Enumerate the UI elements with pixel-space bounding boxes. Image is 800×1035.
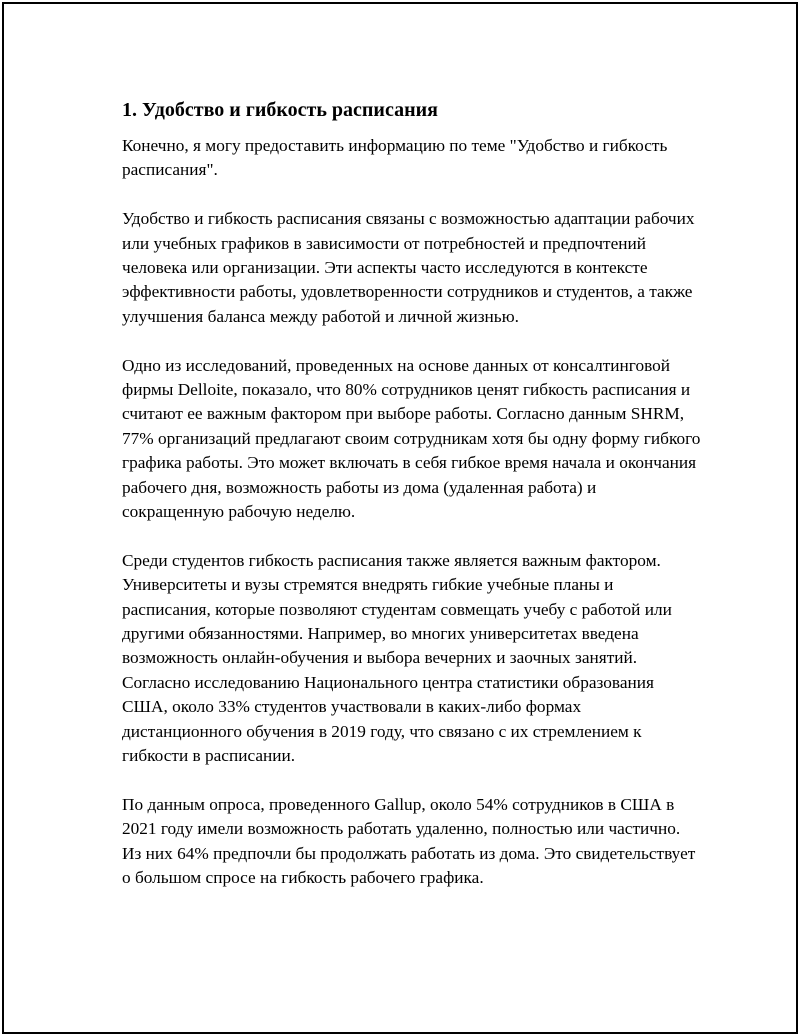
paragraph-intro: Конечно, я могу предоставить информацию по теме "Удобство и гибкость расписания". [122,136,668,180]
paragraph-students: Среди студентов гибкость расписания также является важным фактором. Университеты и вузы стремятся внедрять гибкие учебные планы и расписания, которые позволяют студентам совмещать учебу с работой или другими обязанностями. Например, во многих университетах введена возможность онлайн-обучения и выбора вечерних и заочных занятий. Согласно исследованию Национального центра статистики образования США, около 33% студентов участвовали в каких-либо формах дистанционного обучения в 2019 году, что связано с их стремлением к гибкости в расписании. [122,550,672,766]
section-title: 1. Удобство и гибкость расписания [122,99,438,121]
document-body [122,96,702,915]
paragraph-definition: Удобство и гибкость расписания связаны с возможностью адаптации рабочих или учебных графиков в зависимости от потребностей и предпочтений человека или организации. Эти аспекты часто исследуются в контексте эффективности работы, удовлетворенности сотрудников и студентов, а также улучшения баланса между работой и личной жизнью. [122,209,695,326]
paragraph-deloitte-study: Одно из исследований, проведенных на основе данных от консалтинговой фирмы Delloite, показало, что 80% сотрудников ценят гибкость расписания и считают ее важным фактором при выборе работы. Согласно данным SHRM, 77% организаций предлагают своим сотрудникам хотя бы одну форму гибкого графика работы. Это может включать в себя гибкое время начала и окончания рабочего дня, возможность работы из дома (удаленная работа) и сокращенную рабочую неделю. [122,355,701,522]
paragraph-gallup-survey: По данным опроса, проведенного Gallup, около 54% сотрудников в США в 2021 году имели возможность работать удаленно, полностью или частично. Из них 64% предпочли бы продолжать работать из дома. Это свидетельствует о большом спросе на гибкость рабочего графика. [122,794,696,888]
page-frame [2,2,798,1034]
